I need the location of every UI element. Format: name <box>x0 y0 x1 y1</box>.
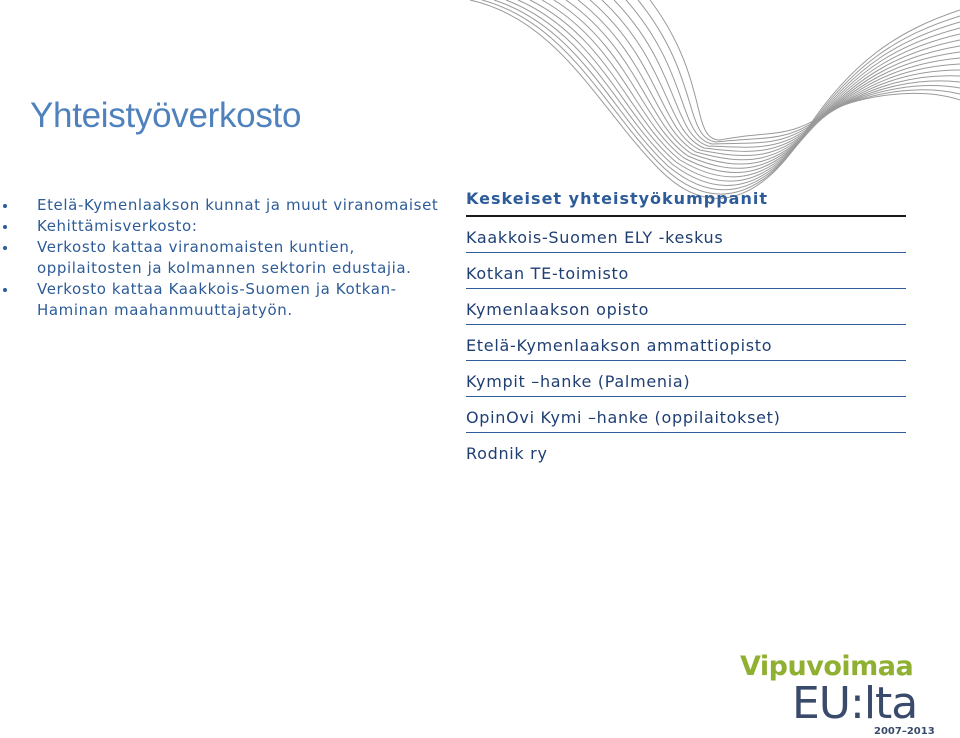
logo-line1: Vipuvoimaa <box>740 651 914 682</box>
bullet-dot-icon <box>3 225 7 229</box>
list-item: Kehittämisverkosto: <box>0 216 440 237</box>
table-row: Etelä-Kymenlaakson ammattiopisto <box>466 325 906 361</box>
bullet-dot-icon <box>3 204 7 208</box>
bullet-dot-icon <box>3 246 7 250</box>
table-row: OpinOvi Kymi –hanke (oppilaitokset) <box>466 397 906 433</box>
partners-heading: Keskeiset yhteistyökumppanit <box>466 189 906 217</box>
table-row: Rodnik ry <box>466 444 548 463</box>
list-item: Verkosto kattaa Kaakkois-Suomen ja Kotkan-Haminan maahanmuuttajatyön. <box>0 279 440 321</box>
bullet-list <box>0 195 440 321</box>
bullet-dot-icon <box>3 288 7 292</box>
table-row: Kympit –hanke (Palmenia) <box>466 361 906 397</box>
partners-table <box>466 189 906 469</box>
table-row: Kaakkois-Suomen ELY -keskus <box>466 217 906 253</box>
list-item: Etelä-Kymenlaakson kunnat ja muut viranomaiset <box>0 195 440 216</box>
table-row: Kotkan TE-toimisto <box>466 253 906 289</box>
table-row: Kymenlaakson opisto <box>466 289 906 325</box>
logo-line2: EU:lta <box>792 678 918 729</box>
list-item: Verkosto kattaa viranomaisten kuntien, oppilaitosten ja kolmannen sektorin edustajia. <box>0 237 440 279</box>
page-title: Yhteistyöverkosto <box>30 96 302 135</box>
logo-years: 2007–2013 <box>874 726 935 737</box>
vipuvoimaa-logo <box>740 652 940 738</box>
